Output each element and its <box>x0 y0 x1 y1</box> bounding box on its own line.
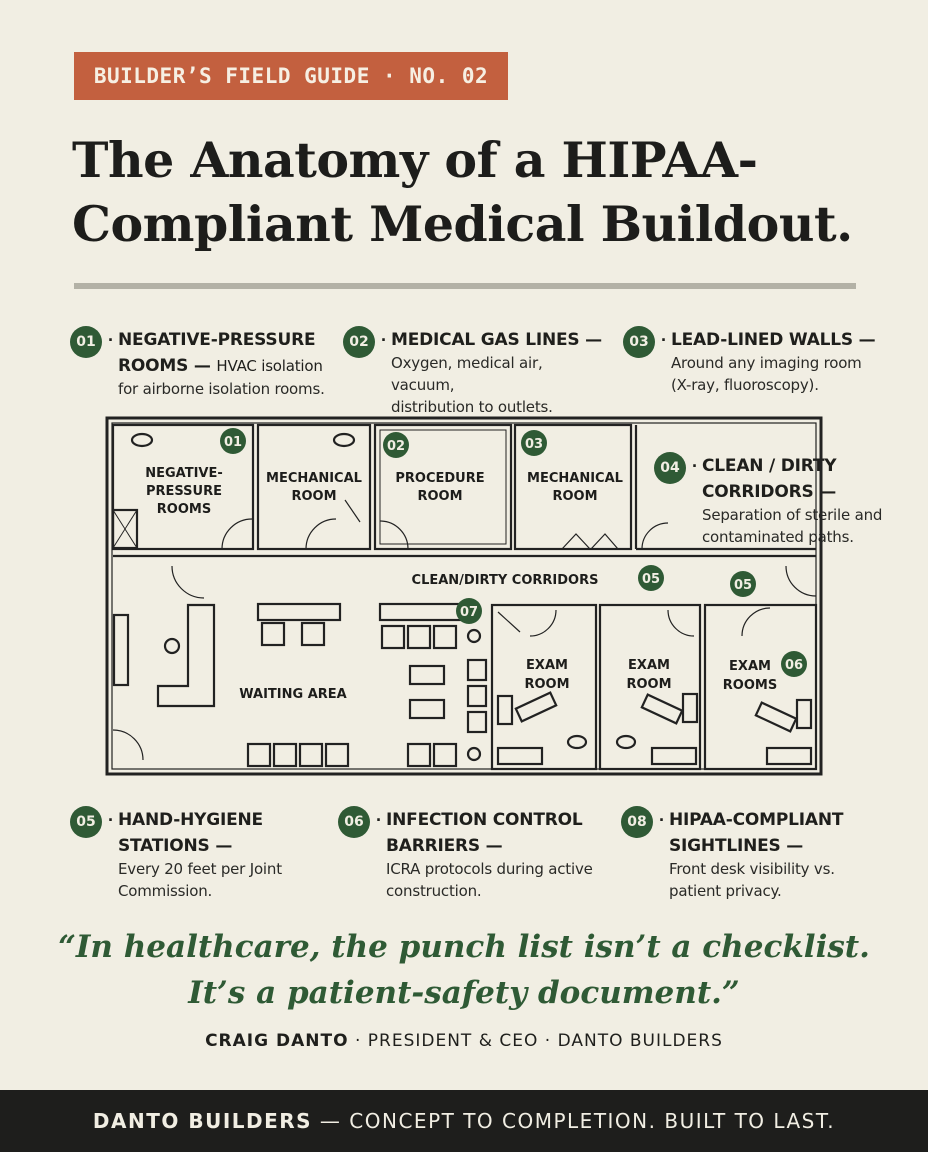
callout-title-line2: STATIONS — <box>118 836 233 856</box>
callout-title-line1: HIPAA-COMPLIANT <box>669 810 844 830</box>
quote-line-2: It’s a patient-safety document.” <box>188 975 740 1011</box>
callout-inline-body: HVAC isolation <box>216 357 323 375</box>
room-label-exam-2b: ROOM <box>626 677 672 692</box>
plan-badge-07 <box>456 598 482 624</box>
callout-body: for airborne isolation rooms. <box>118 380 325 398</box>
room-label-waiting: WAITING AREA <box>239 687 347 702</box>
callout-body-line1: Front desk visibility vs. <box>669 860 835 878</box>
plan-badge-06 <box>781 651 807 677</box>
bullet-dot: · <box>661 330 667 350</box>
callout-number-badge: 05 <box>70 806 102 838</box>
callout-number-badge: 03 <box>623 326 655 358</box>
footer-bar <box>0 1090 928 1152</box>
callout-title-line1: CLEAN / DIRTY <box>702 456 837 476</box>
room-label-exam-3b: ROOMS <box>722 678 778 693</box>
svg-text:02: 02 <box>386 439 406 454</box>
callout-title-line2: SIGHTLINES — <box>669 836 804 856</box>
callout-number-badge: 01 <box>70 326 102 358</box>
callout-number-badge: 08 <box>621 806 653 838</box>
plan-badge-03 <box>521 430 547 456</box>
callout-title: LEAD-LINED WALLS — <box>671 330 876 350</box>
bullet-dot: · <box>692 456 698 476</box>
quote-attribution <box>0 1031 928 1051</box>
room-label-negative-pressure-2: PRESSURE <box>145 484 223 499</box>
room-label-mechanical-1b: ROOM <box>291 489 337 504</box>
svg-text:03: 03 <box>524 437 544 452</box>
room-label-corridor: CLEAN/DIRTY CORRIDORS <box>411 573 599 588</box>
pull-quote <box>0 924 928 1016</box>
bullet-dot: · <box>376 810 382 830</box>
callout-body-line1: Oxygen, medical air, vacuum, <box>391 354 543 394</box>
room-label-procedure-a: PROCEDURE <box>395 471 485 486</box>
attribution-role: · PRESIDENT & CEO · DANTO BUILDERS <box>348 1031 723 1051</box>
callout-title-line1: HAND-HYGIENE <box>118 810 263 830</box>
room-label-exam-2a: EXAM <box>628 658 670 673</box>
callout-body-line2: Commission. <box>118 882 213 900</box>
callout-title-line2: CORRIDORS — <box>702 482 837 502</box>
room-label-procedure-b: ROOM <box>417 489 463 504</box>
callout-body-line2: contaminated paths. <box>702 528 854 546</box>
svg-text:06: 06 <box>784 658 804 673</box>
callout-title-line1: INFECTION CONTROL <box>386 810 583 830</box>
callout-body-line2: (X-ray, fluoroscopy). <box>671 376 819 394</box>
plan-badge-02 <box>383 432 409 458</box>
room-label-mechanical-1a: MECHANICAL <box>266 471 362 486</box>
room-label-exam-1a: EXAM <box>526 658 568 673</box>
room-label-exam-1b: ROOM <box>524 677 570 692</box>
callout-body-line2: construction. <box>386 882 482 900</box>
footer-brand: DANTO BUILDERS <box>92 1109 313 1133</box>
callout-number-badge: 04 <box>654 452 686 484</box>
room-label-exam-3a: EXAM <box>729 659 771 674</box>
callout-title: MEDICAL GAS LINES — <box>391 330 602 350</box>
callout-title-part: ROOMS — <box>118 356 211 376</box>
room-label-mechanical-2b: ROOM <box>552 489 598 504</box>
bullet-dot: · <box>659 810 665 830</box>
room-label-mechanical-2a: MECHANICAL <box>527 471 623 486</box>
callout-title: NEGATIVE-PRESSURE <box>118 330 316 350</box>
guide-kicker-badge: BUILDER’S FIELD GUIDE · NO. 02 <box>74 52 508 100</box>
plan-badge-05a <box>638 565 664 591</box>
footer-tagline: — CONCEPT TO COMPLETION. BUILT TO LAST. <box>312 1109 836 1133</box>
bullet-dot: · <box>108 330 114 350</box>
callout-body-line2: distribution to outlets. <box>391 398 553 416</box>
plan-badge-05b <box>730 571 756 597</box>
attribution-name: CRAIG DANTO <box>205 1031 349 1051</box>
quote-line-1: “In healthcare, the punch list isn’t a checklist. <box>58 929 870 965</box>
callout-body-line2: patient privacy. <box>669 882 782 900</box>
callout-title-line2: BARRIERS — <box>386 836 503 856</box>
svg-text:07: 07 <box>459 605 479 620</box>
callout-number-badge: 02 <box>343 326 375 358</box>
callout-06 <box>338 806 598 902</box>
callout-body-line1: Every 20 feet per Joint <box>118 860 282 878</box>
title-line-1: The Anatomy of a HIPAA- <box>72 131 758 189</box>
bullet-dot: · <box>381 330 387 350</box>
callout-08 <box>621 806 881 902</box>
room-label-negative-pressure-3: ROOMS <box>156 502 212 517</box>
bullet-dot: · <box>108 810 114 830</box>
callout-number-badge: 06 <box>338 806 370 838</box>
plan-badge-01 <box>220 428 246 454</box>
callout-05 <box>70 806 330 902</box>
title-line-2: Compliant Medical Buildout. <box>72 195 853 253</box>
svg-text:01: 01 <box>223 435 243 450</box>
callout-body-line1: Around any imaging room <box>671 354 862 372</box>
callout-body-line1: Separation of sterile and <box>702 506 883 524</box>
room-label-negative-pressure-1: NEGATIVE- <box>145 466 223 481</box>
svg-text:05: 05 <box>641 572 661 587</box>
svg-text:05: 05 <box>733 578 753 593</box>
callout-body-line1: ICRA protocols during active <box>386 860 593 878</box>
